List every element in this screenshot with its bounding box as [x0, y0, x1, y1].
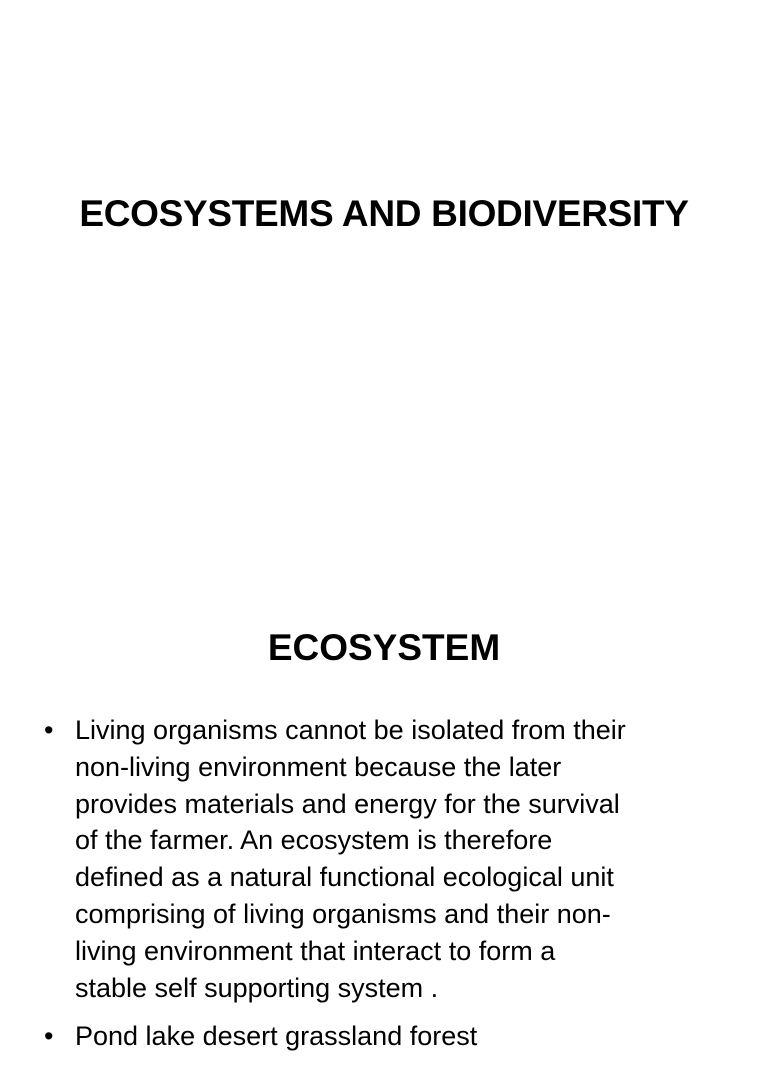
bullet-text-line: stable self supporting system . — [75, 972, 439, 1003]
bullet-text-line: Pond lake desert grassland forest — [75, 1021, 478, 1052]
slide-title: ECOSYSTEMS AND BIODIVERSITY — [79, 193, 689, 234]
bullet-text-line: non-living environment because the later — [75, 751, 562, 782]
bullet-text-line: living environment that interact to form a — [75, 935, 556, 966]
bullet-item — [44, 712, 744, 1006]
bullet-dot-icon: • — [44, 715, 54, 745]
bullet-text-line: provides materials and energy for the survival — [75, 788, 620, 819]
bullet-text-line: of the farmer. An ecosystem is therefore — [75, 825, 553, 856]
section-heading: ECOSYSTEM — [267, 627, 501, 668]
bullet-text-line: comprising of living organisms and their non- — [75, 898, 611, 929]
bullet-list — [44, 712, 744, 1067]
bullet-text-line: defined as a natural functional ecological unit — [75, 862, 614, 893]
bullet-dot-icon: • — [44, 1021, 54, 1052]
bullet-text-line: Living organisms cannot be isolated from their — [75, 715, 626, 745]
